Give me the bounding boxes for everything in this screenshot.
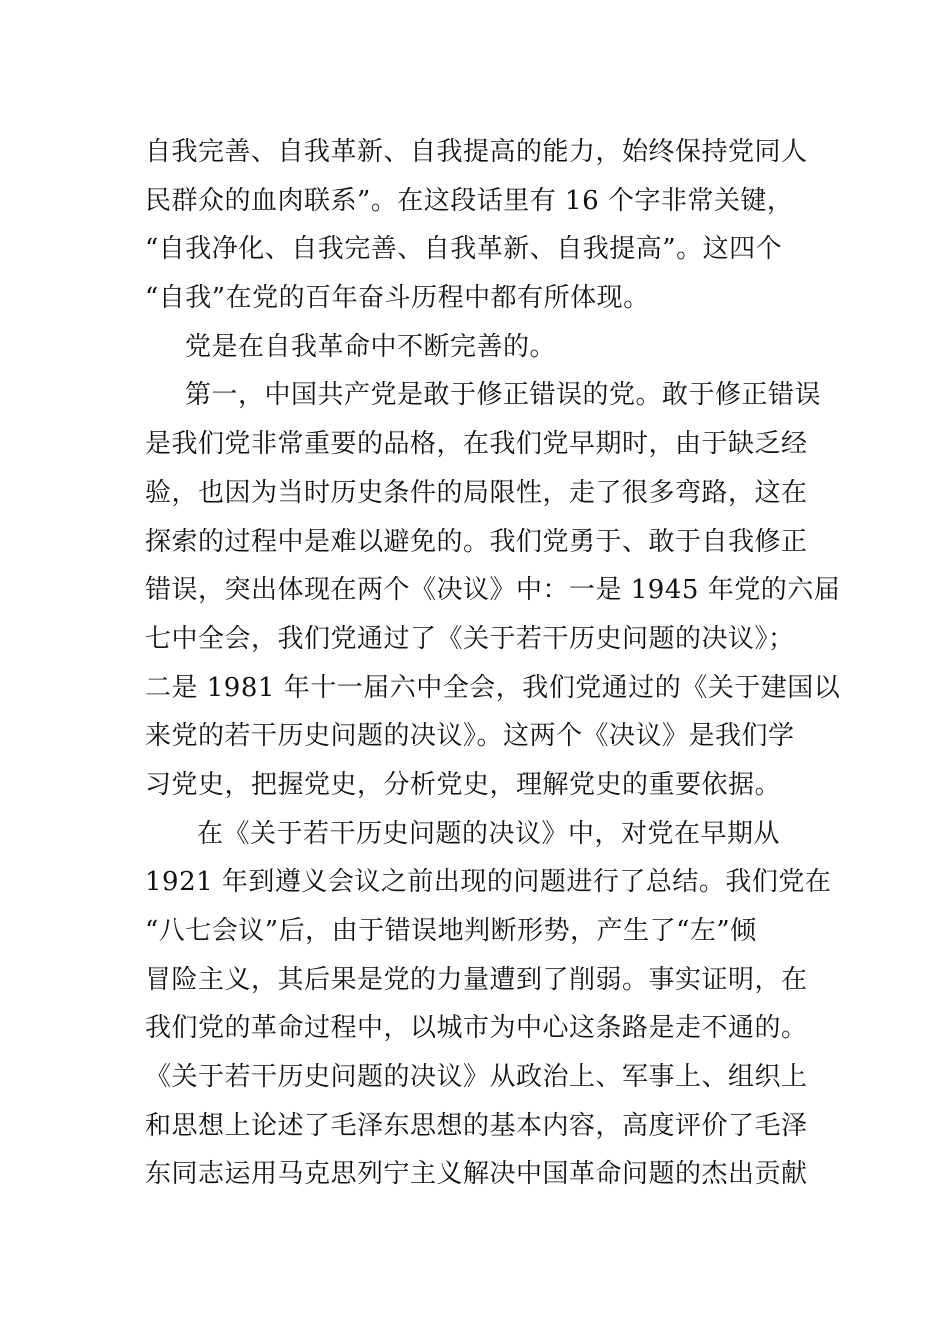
text-line: 我们党的革命过程中，以城市为中心这条路是走不通的。 [145,1013,808,1044]
text-line: 1921 年到遵义会议之前出现的问题进行了总结。我们党在 [145,867,832,898]
paragraph-start-line: 党是在自我革命中不断完善的。 [185,331,557,362]
text-line: 七中全会，我们党通过了《关于若干历史问题的决议》； [145,623,795,654]
text-line: 和思想上论述了毛泽东思想的基本内容，高度评价了毛泽 [145,1110,808,1141]
text-line: 错误，突出体现在两个《决议》中：一是 1945 年党的六届 [145,575,841,606]
text-line: 自我完善、自我革新、自我提高的能力，始终保持党同人 [145,137,808,167]
text-line: 验，也因为当时历史条件的局限性，走了很多弯路，这在 [145,477,808,508]
paragraph-start-line: 第一，中国共产党是敢于修正错误的党。敢于修正错误 [185,380,822,411]
text-line: 二是 1981 年十一届六中全会，我们党通过的《关于建国以 [145,672,841,703]
text-line: 民群众的血肉联系”。在这段话里有 16 个字非常关键， [145,185,794,216]
text-line: 冒险主义，其后果是党的力量遭到了削弱。事实证明，在 [145,964,808,995]
document-body [145,128,841,1199]
text-line: 习党史，把握党史，分析党史，理解党史的重要依据。 [145,769,782,800]
text-line: 来党的若干历史问题的决议》。这两个《决议》是我们学 [145,721,795,752]
text-line: “八七会议”后，由于错误地判断形势，产生了“左”倾 [145,916,757,946]
text-line: 《关于若干历史问题的决议》从政治上、军事上、组织上 [145,1062,808,1093]
text-line: 东同志运用马克思列宁主义解决中国革命问题的杰出贡献 [145,1159,808,1190]
text-line: “自我”在党的百年奋斗历程中都有所体现。 [145,283,650,314]
paragraph-start-line: 在《关于若干历史问题的决议》中，对党在早期从 [197,818,781,849]
text-line: “自我净化、自我完善、自我革新、自我提高”。这四个 [145,234,783,265]
text-line: 是我们党非常重要的品格，在我们党早期时，由于缺乏经 [145,429,808,460]
text-line: 探索的过程中是难以避免的。我们党勇于、敢于自我修正 [145,526,808,557]
